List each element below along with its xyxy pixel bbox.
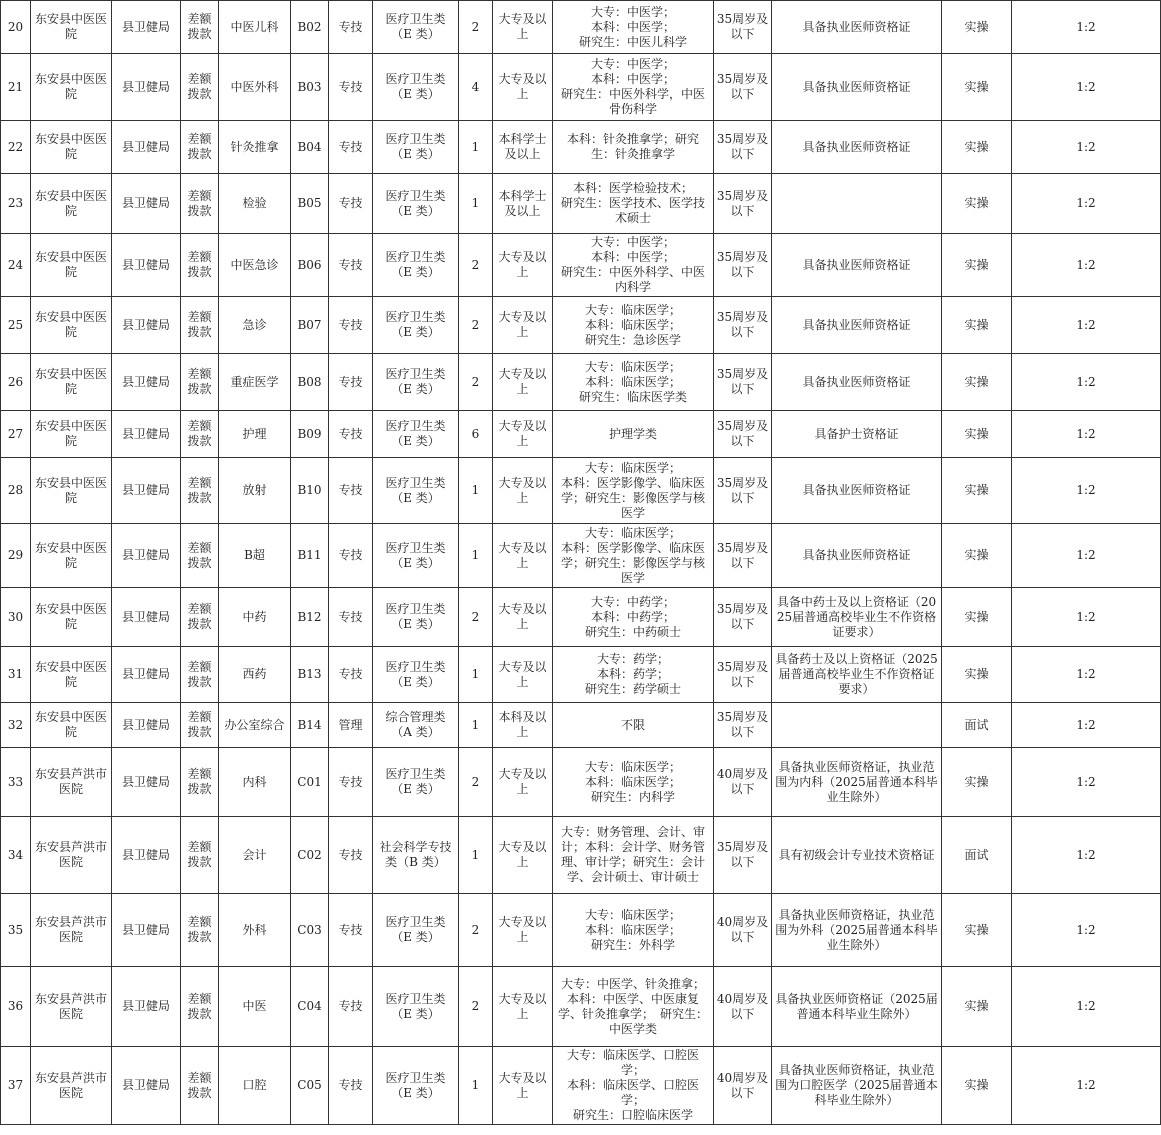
cell-unit: 东安县中医医院 — [31, 703, 112, 748]
cell-category: 医疗卫生类 （E 类） — [373, 458, 459, 524]
cell-post: 中药 — [219, 588, 291, 647]
cell-ratio: 1:2 — [1012, 967, 1161, 1047]
cell-ratio: 1:2 — [1012, 354, 1161, 411]
cell-exam: 实操 — [942, 234, 1012, 297]
table-row — [1, 1, 1161, 54]
cell-major: 大专：中医学； 本科：中医学； 研究生：中医外科学、中医内科学 — [553, 234, 714, 297]
table-row — [1, 234, 1161, 297]
cell-ratio: 1:2 — [1012, 703, 1161, 748]
cell-no: 23 — [1, 174, 31, 234]
cell-type: 专技 — [329, 967, 373, 1047]
cell-post: 针灸推拿 — [219, 121, 291, 174]
cell-count: 1 — [459, 174, 493, 234]
table-row — [1, 297, 1161, 354]
cell-type: 专技 — [329, 588, 373, 647]
cell-major: 护理学类 — [553, 411, 714, 458]
cell-exam: 实操 — [942, 121, 1012, 174]
cell-code: B05 — [291, 174, 329, 234]
cell-type: 管理 — [329, 703, 373, 748]
cell-unit: 东安县中医医院 — [31, 588, 112, 647]
cell-type: 专技 — [329, 647, 373, 703]
cell-post: 放射 — [219, 458, 291, 524]
cell-req: 具备执业医师资格证 — [772, 234, 942, 297]
cell-ratio: 1:2 — [1012, 54, 1161, 121]
cell-no: 20 — [1, 1, 31, 54]
cell-age: 35周岁及以下 — [714, 647, 772, 703]
cell-fund: 差额拨款 — [181, 297, 219, 354]
cell-category: 医疗卫生类 （E 类） — [373, 588, 459, 647]
cell-age: 35周岁及以下 — [714, 54, 772, 121]
cell-ratio: 1:2 — [1012, 588, 1161, 647]
cell-req: 具备执业医师资格证，执业范围为内科（2025届普通本科毕业生除外） — [772, 748, 942, 817]
cell-major: 大专：临床医学； 本科：临床医学； 研究生：临床医学类 — [553, 354, 714, 411]
cell-no: 34 — [1, 817, 31, 894]
cell-code: B12 — [291, 588, 329, 647]
cell-req: 具有初级会计专业技术资格证 — [772, 817, 942, 894]
cell-category: 医疗卫生类 （E 类） — [373, 54, 459, 121]
cell-exam: 实操 — [942, 174, 1012, 234]
cell-category: 医疗卫生类 （E 类） — [373, 1047, 459, 1125]
cell-category: 医疗卫生类 （E 类） — [373, 1, 459, 54]
cell-count: 2 — [459, 967, 493, 1047]
cell-exam: 实操 — [942, 411, 1012, 458]
cell-count: 1 — [459, 703, 493, 748]
cell-req: 具备执业医师资格证，执业范围为口腔医学（2025届普通本科毕业生除外） — [772, 1047, 942, 1125]
cell-edu: 大专及以上 — [493, 1, 553, 54]
cell-post: 中医儿科 — [219, 1, 291, 54]
cell-category: 社会科学专技类（B 类） — [373, 817, 459, 894]
cell-fund: 差额拨款 — [181, 967, 219, 1047]
cell-edu: 大专及以上 — [493, 234, 553, 297]
cell-type: 专技 — [329, 411, 373, 458]
cell-type: 专技 — [329, 1, 373, 54]
cell-age: 35周岁及以下 — [714, 703, 772, 748]
cell-category: 医疗卫生类 （E 类） — [373, 748, 459, 817]
table-row — [1, 817, 1161, 894]
cell-req: 具备执业医师资格证（2025届普通本科毕业生除外） — [772, 967, 942, 1047]
cell-type: 专技 — [329, 174, 373, 234]
cell-unit: 东安县芦洪市医院 — [31, 748, 112, 817]
cell-age: 35周岁及以下 — [714, 411, 772, 458]
cell-unit: 东安县芦洪市医院 — [31, 894, 112, 967]
cell-major: 不限 — [553, 703, 714, 748]
cell-count: 1 — [459, 524, 493, 588]
cell-req: 具备执业医师资格证 — [772, 354, 942, 411]
cell-age: 35周岁及以下 — [714, 121, 772, 174]
cell-edu: 大专及以上 — [493, 894, 553, 967]
cell-fund: 差额拨款 — [181, 894, 219, 967]
cell-age: 35周岁及以下 — [714, 588, 772, 647]
cell-post: 口腔 — [219, 1047, 291, 1125]
cell-fund: 差额拨款 — [181, 354, 219, 411]
cell-ratio: 1:2 — [1012, 647, 1161, 703]
cell-type: 专技 — [329, 121, 373, 174]
cell-dept: 县卫健局 — [112, 297, 181, 354]
cell-type: 专技 — [329, 748, 373, 817]
cell-fund: 差额拨款 — [181, 121, 219, 174]
cell-age: 35周岁及以下 — [714, 354, 772, 411]
cell-edu: 大专及以上 — [493, 748, 553, 817]
cell-req: 具备执业医师资格证 — [772, 121, 942, 174]
cell-dept: 县卫健局 — [112, 967, 181, 1047]
cell-code: B03 — [291, 54, 329, 121]
cell-no: 22 — [1, 121, 31, 174]
cell-unit: 东安县中医医院 — [31, 411, 112, 458]
table-row — [1, 967, 1161, 1047]
cell-no: 28 — [1, 458, 31, 524]
cell-req — [772, 703, 942, 748]
cell-code: C03 — [291, 894, 329, 967]
cell-dept: 县卫健局 — [112, 817, 181, 894]
cell-post: 中医 — [219, 967, 291, 1047]
cell-code: C04 — [291, 967, 329, 1047]
cell-count: 2 — [459, 234, 493, 297]
cell-unit: 东安县中医医院 — [31, 354, 112, 411]
cell-post: 内科 — [219, 748, 291, 817]
cell-count: 2 — [459, 588, 493, 647]
cell-age: 35周岁及以下 — [714, 234, 772, 297]
cell-major: 大专：临床医学； 本科：医学影像学、临床医学；研究生：影像医学与核医学 — [553, 458, 714, 524]
cell-dept: 县卫健局 — [112, 524, 181, 588]
cell-age: 40周岁及以下 — [714, 1047, 772, 1125]
table-row — [1, 588, 1161, 647]
cell-req: 具备执业医师资格证 — [772, 54, 942, 121]
table-row — [1, 354, 1161, 411]
cell-code: C05 — [291, 1047, 329, 1125]
cell-dept: 县卫健局 — [112, 354, 181, 411]
table-row — [1, 121, 1161, 174]
cell-unit: 东安县芦洪市医院 — [31, 817, 112, 894]
cell-major: 本科：医学检验技术； 研究生：医学技术、医学技术硕士 — [553, 174, 714, 234]
cell-dept: 县卫健局 — [112, 894, 181, 967]
cell-req — [772, 174, 942, 234]
cell-edu: 大专及以上 — [493, 1047, 553, 1125]
cell-edu: 大专及以上 — [493, 967, 553, 1047]
cell-dept: 县卫健局 — [112, 121, 181, 174]
cell-count: 2 — [459, 748, 493, 817]
cell-edu: 大专及以上 — [493, 647, 553, 703]
cell-no: 27 — [1, 411, 31, 458]
cell-exam: 实操 — [942, 524, 1012, 588]
cell-no: 33 — [1, 748, 31, 817]
cell-dept: 县卫健局 — [112, 458, 181, 524]
table-row — [1, 411, 1161, 458]
cell-no: 30 — [1, 588, 31, 647]
cell-edu: 大专及以上 — [493, 54, 553, 121]
cell-fund: 差额拨款 — [181, 647, 219, 703]
cell-category: 医疗卫生类 （E 类） — [373, 894, 459, 967]
table-row — [1, 524, 1161, 588]
cell-dept: 县卫健局 — [112, 703, 181, 748]
cell-edu: 本科及以上 — [493, 703, 553, 748]
cell-edu: 大专及以上 — [493, 458, 553, 524]
cell-count: 2 — [459, 894, 493, 967]
cell-req: 具备执业医师资格证 — [772, 1, 942, 54]
cell-type: 专技 — [329, 817, 373, 894]
cell-category: 医疗卫生类 （E 类） — [373, 354, 459, 411]
cell-post: 外科 — [219, 894, 291, 967]
cell-fund: 差额拨款 — [181, 588, 219, 647]
cell-unit: 东安县芦洪市医院 — [31, 967, 112, 1047]
cell-category: 医疗卫生类 （E 类） — [373, 297, 459, 354]
cell-type: 专技 — [329, 524, 373, 588]
cell-exam: 实操 — [942, 458, 1012, 524]
cell-major: 大专：中医学； 本科：中医学； 研究生：中医外科学，中医骨伤科学 — [553, 54, 714, 121]
cell-code: B07 — [291, 297, 329, 354]
cell-fund: 差额拨款 — [181, 54, 219, 121]
cell-fund: 差额拨款 — [181, 234, 219, 297]
cell-code: B02 — [291, 1, 329, 54]
cell-edu: 大专及以上 — [493, 411, 553, 458]
cell-unit: 东安县中医医院 — [31, 54, 112, 121]
cell-unit: 东安县中医医院 — [31, 647, 112, 703]
cell-edu: 大专及以上 — [493, 524, 553, 588]
cell-dept: 县卫健局 — [112, 411, 181, 458]
table-row — [1, 1047, 1161, 1125]
cell-no: 37 — [1, 1047, 31, 1125]
table-row — [1, 894, 1161, 967]
cell-age: 40周岁及以下 — [714, 748, 772, 817]
cell-major: 本科：针灸推拿学；研究生：针灸推拿学 — [553, 121, 714, 174]
cell-no: 32 — [1, 703, 31, 748]
cell-count: 2 — [459, 297, 493, 354]
cell-fund: 差额拨款 — [181, 817, 219, 894]
cell-code: C02 — [291, 817, 329, 894]
cell-post: 急诊 — [219, 297, 291, 354]
cell-no: 26 — [1, 354, 31, 411]
cell-post: 西药 — [219, 647, 291, 703]
cell-type: 专技 — [329, 297, 373, 354]
cell-edu: 大专及以上 — [493, 588, 553, 647]
cell-code: B10 — [291, 458, 329, 524]
cell-type: 专技 — [329, 54, 373, 121]
cell-ratio: 1:2 — [1012, 297, 1161, 354]
cell-exam: 实操 — [942, 1, 1012, 54]
cell-major: 大专：药学； 本科：药学； 研究生：药学硕士 — [553, 647, 714, 703]
cell-code: C01 — [291, 748, 329, 817]
cell-exam: 实操 — [942, 647, 1012, 703]
cell-exam: 实操 — [942, 894, 1012, 967]
cell-req: 具备执业医师资格证 — [772, 524, 942, 588]
cell-req: 具备药士及以上资格证（2025届普通高校毕业生不作资格证要求） — [772, 647, 942, 703]
cell-edu: 本科学士及以上 — [493, 121, 553, 174]
cell-major: 大专：临床医学； 本科：临床医学； 研究生：外科学 — [553, 894, 714, 967]
table-row — [1, 174, 1161, 234]
table-row — [1, 748, 1161, 817]
cell-no: 36 — [1, 967, 31, 1047]
cell-category: 医疗卫生类 （E 类） — [373, 234, 459, 297]
cell-fund: 差额拨款 — [181, 458, 219, 524]
cell-age: 35周岁及以下 — [714, 817, 772, 894]
cell-type: 专技 — [329, 1047, 373, 1125]
cell-major: 大专：中药学； 本科：中药学； 研究生：中药硕士 — [553, 588, 714, 647]
cell-dept: 县卫健局 — [112, 234, 181, 297]
table-row — [1, 647, 1161, 703]
cell-category: 医疗卫生类 （E 类） — [373, 411, 459, 458]
cell-dept: 县卫健局 — [112, 1, 181, 54]
cell-fund: 差额拨款 — [181, 1047, 219, 1125]
cell-edu: 大专及以上 — [493, 297, 553, 354]
cell-exam: 面试 — [942, 817, 1012, 894]
cell-category: 医疗卫生类 （E 类） — [373, 967, 459, 1047]
cell-ratio: 1:2 — [1012, 458, 1161, 524]
cell-no: 29 — [1, 524, 31, 588]
cell-age: 40周岁及以下 — [714, 894, 772, 967]
cell-fund: 差额拨款 — [181, 174, 219, 234]
cell-count: 1 — [459, 817, 493, 894]
cell-unit: 东安县中医医院 — [31, 297, 112, 354]
cell-post: 护理 — [219, 411, 291, 458]
cell-code: B06 — [291, 234, 329, 297]
cell-unit: 东安县中医医院 — [31, 174, 112, 234]
cell-code: B11 — [291, 524, 329, 588]
table-row — [1, 458, 1161, 524]
cell-ratio: 1:2 — [1012, 121, 1161, 174]
cell-ratio: 1:2 — [1012, 817, 1161, 894]
cell-age: 35周岁及以下 — [714, 524, 772, 588]
cell-dept: 县卫健局 — [112, 174, 181, 234]
cell-unit: 东安县中医医院 — [31, 234, 112, 297]
cell-age: 40周岁及以下 — [714, 967, 772, 1047]
cell-category: 医疗卫生类 （E 类） — [373, 524, 459, 588]
cell-edu: 大专及以上 — [493, 354, 553, 411]
cell-ratio: 1:2 — [1012, 524, 1161, 588]
cell-code: B08 — [291, 354, 329, 411]
cell-category: 医疗卫生类 （E 类） — [373, 647, 459, 703]
cell-no: 25 — [1, 297, 31, 354]
cell-ratio: 1:2 — [1012, 894, 1161, 967]
cell-no: 31 — [1, 647, 31, 703]
cell-fund: 差额拨款 — [181, 411, 219, 458]
cell-major: 大专：财务管理、会计、审计；本科：会计学、财务管理、审计学；研究生：会计学、会计硕士、审计硕士 — [553, 817, 714, 894]
cell-ratio: 1:2 — [1012, 1, 1161, 54]
cell-dept: 县卫健局 — [112, 588, 181, 647]
cell-dept: 县卫健局 — [112, 647, 181, 703]
cell-major: 大专：中医学； 本科：中医学； 研究生：中医儿科学 — [553, 1, 714, 54]
cell-count: 1 — [459, 458, 493, 524]
cell-category: 医疗卫生类 （E 类） — [373, 121, 459, 174]
cell-type: 专技 — [329, 458, 373, 524]
cell-req: 具备执业医师资格证 — [772, 458, 942, 524]
cell-fund: 差额拨款 — [181, 524, 219, 588]
cell-post: 重症医学 — [219, 354, 291, 411]
cell-count: 2 — [459, 354, 493, 411]
cell-exam: 实操 — [942, 354, 1012, 411]
cell-ratio: 1:2 — [1012, 1047, 1161, 1125]
cell-count: 1 — [459, 647, 493, 703]
cell-no: 35 — [1, 894, 31, 967]
cell-age: 35周岁及以下 — [714, 297, 772, 354]
cell-unit: 东安县芦洪市医院 — [31, 1047, 112, 1125]
cell-post: 中医急诊 — [219, 234, 291, 297]
cell-dept: 县卫健局 — [112, 1047, 181, 1125]
cell-category: 综合管理类 （A 类） — [373, 703, 459, 748]
cell-post: 会计 — [219, 817, 291, 894]
table-row — [1, 54, 1161, 121]
cell-major: 大专：临床医学； 本科：医学影像学、临床医学；研究生：影像医学与核医学 — [553, 524, 714, 588]
cell-ratio: 1:2 — [1012, 411, 1161, 458]
cell-req: 具备执业医师资格证 — [772, 297, 942, 354]
cell-post: 中医外科 — [219, 54, 291, 121]
table-row — [1, 703, 1161, 748]
cell-type: 专技 — [329, 894, 373, 967]
cell-code: B09 — [291, 411, 329, 458]
cell-major: 大专：临床医学； 本科：临床医学； 研究生：急诊医学 — [553, 297, 714, 354]
cell-req: 具备护士资格证 — [772, 411, 942, 458]
cell-unit: 东安县中医医院 — [31, 1, 112, 54]
cell-unit: 东安县中医医院 — [31, 121, 112, 174]
cell-age: 35周岁及以下 — [714, 1, 772, 54]
cell-req: 具备中药士及以上资格证（2025届普通高校毕业生不作资格证要求） — [772, 588, 942, 647]
cell-ratio: 1:2 — [1012, 174, 1161, 234]
cell-major: 大专：临床医学、口腔医学； 本科：临床医学、口腔医学； 研究生：口腔临床医学 — [553, 1047, 714, 1125]
cell-count: 2 — [459, 1, 493, 54]
cell-type: 专技 — [329, 234, 373, 297]
cell-count: 1 — [459, 1047, 493, 1125]
cell-fund: 差额拨款 — [181, 703, 219, 748]
cell-exam: 实操 — [942, 1047, 1012, 1125]
cell-fund: 差额拨款 — [181, 1, 219, 54]
cell-count: 4 — [459, 54, 493, 121]
cell-count: 1 — [459, 121, 493, 174]
cell-exam: 实操 — [942, 967, 1012, 1047]
cell-age: 35周岁及以下 — [714, 458, 772, 524]
cell-dept: 县卫健局 — [112, 54, 181, 121]
cell-type: 专技 — [329, 354, 373, 411]
cell-no: 21 — [1, 54, 31, 121]
cell-edu: 大专及以上 — [493, 817, 553, 894]
cell-fund: 差额拨款 — [181, 748, 219, 817]
cell-code: B04 — [291, 121, 329, 174]
cell-edu: 本科学士及以上 — [493, 174, 553, 234]
cell-exam: 实操 — [942, 297, 1012, 354]
cell-count: 6 — [459, 411, 493, 458]
cell-exam: 实操 — [942, 588, 1012, 647]
cell-exam: 实操 — [942, 54, 1012, 121]
cell-code: B14 — [291, 703, 329, 748]
table-body — [1, 1, 1161, 1125]
cell-dept: 县卫健局 — [112, 748, 181, 817]
cell-ratio: 1:2 — [1012, 748, 1161, 817]
cell-post: B超 — [219, 524, 291, 588]
cell-unit: 东安县中医医院 — [31, 458, 112, 524]
cell-age: 35周岁及以下 — [714, 174, 772, 234]
cell-post: 检验 — [219, 174, 291, 234]
cell-no: 24 — [1, 234, 31, 297]
cell-unit: 东安县中医医院 — [31, 524, 112, 588]
cell-exam: 实操 — [942, 748, 1012, 817]
cell-post: 办公室综合 — [219, 703, 291, 748]
cell-major: 大专：中医学、针灸推拿；本科：中医学、中医康复学、针灸推拿学； 研究生：中医学类 — [553, 967, 714, 1047]
cell-code: B13 — [291, 647, 329, 703]
cell-major: 大专：临床医学； 本科：临床医学； 研究生：内科学 — [553, 748, 714, 817]
cell-exam: 面试 — [942, 703, 1012, 748]
cell-ratio: 1:2 — [1012, 234, 1161, 297]
cell-category: 医疗卫生类 （E 类） — [373, 174, 459, 234]
cell-req: 具备执业医师资格证，执业范围为外科（2025届普通本科毕业生除外） — [772, 894, 942, 967]
